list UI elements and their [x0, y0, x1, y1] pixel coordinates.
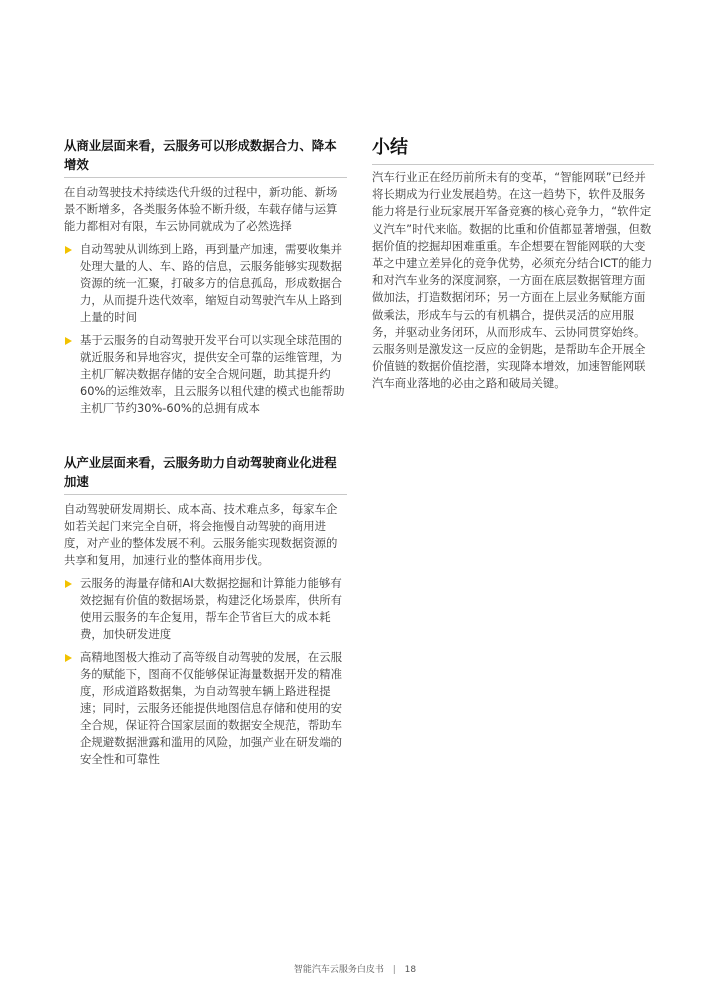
summary-title: 小结: [372, 136, 654, 165]
triangle-bullet-icon: [65, 654, 72, 662]
section-heading: 从商业层面来看，云服务可以形成数据合力、降本增效: [64, 136, 347, 178]
bullet-item: [64, 332, 347, 417]
section-industry: [64, 453, 347, 768]
footer-doc-title: 智能汽车云服务白皮书: [293, 965, 384, 975]
section-intro: 在自动驾驶技术持续迭代升级的过程中，新功能、新场景不断增多，各类服务体验不断升级，车载存储与运算能力都相对有限，车云协同就成为了必然选择: [64, 185, 338, 233]
bullet-text: 云服务的海量存储和AI大数据挖掘和计算能力能够有效挖掘有价值的数据场景，构建泛化场景库，供所有使用云服务的车企复用，帮车企节省巨大的成本耗费，加快研发进度: [80, 576, 342, 641]
bullet-text: 自动驾驶从训练到上路，再到量产加速，需要收集并处理大量的人、车、路的信息，云服务能够实现数据资源的统一汇聚，打破多方的信息孤岛，形成数据合力，从而提升迭代效率，缩短自动驾驶汽车从上路到上量的时间: [80, 242, 342, 324]
section-commercial: [64, 136, 347, 417]
bullet-text: 高精地图极大推动了高等级自动驾驶的发展，在云服务的赋能下，图商不仅能够保证海量数据开发的精准度，形成道路数据集，为自动驾驶车辆上路进程提速；同时，云服务还能提供地图信息存储和使用的安全合规，保证符合国家层面的数据安全规范，帮助车企规避数据泄露和滥用的风险，加强产业在研发端的安全性和可靠性: [80, 650, 342, 766]
footer-separator: |: [392, 965, 396, 975]
triangle-bullet-icon: [65, 337, 72, 345]
triangle-bullet-icon: [65, 580, 72, 588]
bullet-text: 基于云服务的自动驾驶开发平台可以实现全球范围的就近服务和异地容灾，提供安全可靠的运维管理，为主机厂解决数据存储的安全合规问题，助其提升约60%的运维效率，且云服务以租代建的模式也能帮助主机厂节约30%-60%的总拥有成本: [80, 333, 345, 415]
summary-body: 汽车行业正在经历前所未有的变革，“智能网联”已经并将长期成为行业发展趋势。在这一趋势下，软件及服务能力将是行业玩家展开军备竞赛的核心竞争力，“软件定义汽车”时代来临。数据的比重和价值都显著增强，但数据价值的挖掘却困难重重。车企想要在智能网联的大变革之中建立差异化的竞争优势，必须充分结合ICT的能力和对汽车业务的深度洞察，一方面在底层数据管理方面做加法，打造数据闭环；另一方面在上层业务赋能方面做乘法，形成车与云的有机耦合，提供灵活的应用服务，并驱动业务闭环，从而形成车、云协同贯穿始终。云服务则是激发这一反应的金钥匙，是帮助车企开展全价值链的数据价值挖潜，实现降本增效，加速智能网联汽车商业落地的必由之路和破局关键。: [372, 170, 653, 391]
bullet-item: [64, 241, 347, 326]
bullet-item: [64, 575, 347, 643]
right-column: [372, 136, 654, 393]
triangle-bullet-icon: [65, 246, 72, 254]
bullet-item: [64, 649, 347, 768]
section-heading: 从产业层面来看，云服务助力自动驾驶商业化进程加速: [64, 453, 347, 495]
left-column: [64, 136, 347, 774]
page-footer: [0, 962, 710, 975]
section-intro: 自动驾驶研发周期长、成本高、技术难点多，每家车企如若关起门来完全自研，将会拖慢自动驾驶的商用进度，对产业的整体发展不利。云服务能实现数据资源的共享和复用，加速行业的整体商用步伐。: [64, 502, 338, 567]
page-number: 18: [404, 965, 417, 975]
